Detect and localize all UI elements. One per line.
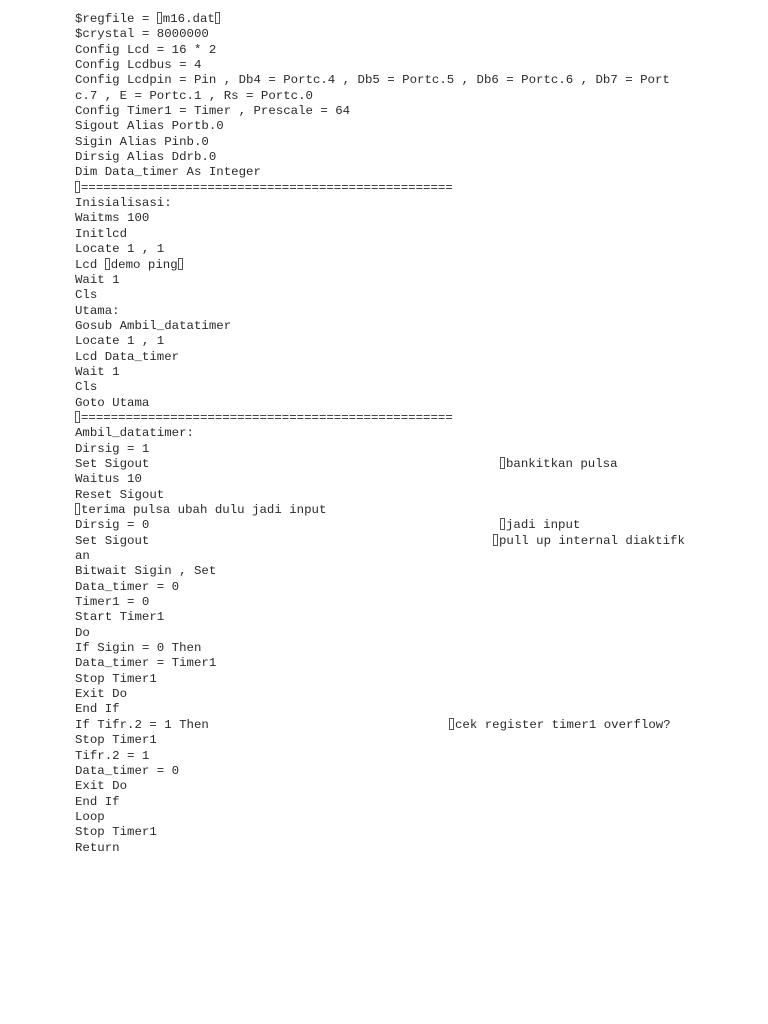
code-text: Inisialisasi: <box>75 196 172 211</box>
code-line <box>75 534 715 549</box>
code-text: Config Lcd = 16 * 2 <box>75 42 217 57</box>
missing-glyph-box <box>105 258 110 270</box>
comment-text: bankitkan pulsa <box>506 456 618 471</box>
code-text: Locate 1 , 1 <box>75 334 165 349</box>
code-text: Sigout Alias Portb.0 <box>75 119 224 134</box>
code-text: Sigin Alias Pinb.0 <box>75 134 209 149</box>
code-text: Goto Utama <box>75 395 150 410</box>
code-line <box>75 227 715 242</box>
code-line <box>75 841 715 856</box>
code-text: Set Sigout <box>75 533 150 548</box>
missing-glyph-box <box>493 534 498 546</box>
code-line <box>75 350 715 365</box>
code-text: Waitus 10 <box>75 472 142 487</box>
code-text: Locate 1 , 1 <box>75 242 165 257</box>
code-text: c.7 , E = Portc.1 , Rs = Portc.0 <box>75 88 313 103</box>
code-line <box>75 165 715 180</box>
code-text: Config Timer1 = Timer , Prescale = 64 <box>75 104 351 119</box>
inline-comment <box>500 457 618 472</box>
code-text: Dirsig = 1 <box>75 441 150 456</box>
code-text: Cls <box>75 380 98 395</box>
code-line <box>75 365 715 380</box>
code-text: an <box>75 549 90 564</box>
code-line <box>75 672 715 687</box>
missing-glyph-box <box>75 181 80 193</box>
code-text: Wait 1 <box>75 364 120 379</box>
comment-text: cek register timer1 overflow? <box>455 717 671 732</box>
code-line <box>75 810 715 825</box>
code-line <box>75 610 715 625</box>
missing-glyph-box <box>449 718 454 730</box>
code-line <box>75 258 715 273</box>
code-line <box>75 687 715 702</box>
code-line <box>75 288 715 303</box>
code-line <box>75 104 715 119</box>
code-line <box>75 656 715 671</box>
code-text: Loop <box>75 809 105 824</box>
code-line <box>75 12 715 27</box>
code-text: If Sigin = 0 Then <box>75 641 202 656</box>
code-text: Start Timer1 <box>75 610 165 625</box>
code-text: Lcd <box>75 257 105 272</box>
code-line <box>75 89 715 104</box>
code-text: Waitms 100 <box>75 211 150 226</box>
code-line <box>75 626 715 641</box>
inline-comment <box>500 518 580 533</box>
code-line <box>75 718 715 733</box>
code-text: $crystal = 8000000 <box>75 27 209 42</box>
code-line <box>75 779 715 794</box>
code-line <box>75 795 715 810</box>
code-text: Lcd Data_timer <box>75 349 180 364</box>
code-text: Dirsig Alias Ddrb.0 <box>75 150 217 165</box>
code-line <box>75 58 715 73</box>
missing-glyph-box <box>157 12 162 24</box>
code-line <box>75 242 715 257</box>
missing-glyph-box <box>75 503 80 515</box>
code-text: Cls <box>75 288 98 303</box>
code-line <box>75 564 715 579</box>
string-literal: m16.dat <box>162 12 215 26</box>
code-text: $regfile = <box>75 12 157 26</box>
code-line <box>75 749 715 764</box>
missing-glyph-box <box>215 12 220 24</box>
code-text: Initlcd <box>75 226 128 241</box>
separator-line: ================================================== <box>81 410 453 425</box>
code-line <box>75 580 715 595</box>
code-line <box>75 73 715 88</box>
code-line <box>75 380 715 395</box>
code-line <box>75 549 715 564</box>
code-text: Tifr.2 = 1 <box>75 748 150 763</box>
code-line <box>75 733 715 748</box>
code-text: Timer1 = 0 <box>75 595 150 610</box>
code-line <box>75 150 715 165</box>
code-line <box>75 334 715 349</box>
code-line <box>75 641 715 656</box>
missing-glyph-box <box>500 518 505 530</box>
code-text: Wait 1 <box>75 272 120 287</box>
code-text: If Tifr.2 = 1 Then <box>75 717 209 732</box>
code-text: Exit Do <box>75 779 128 794</box>
code-line <box>75 119 715 134</box>
code-text: Stop Timer1 <box>75 733 157 748</box>
code-text: Bitwait Sigin , Set <box>75 564 217 579</box>
code-comment: terima pulsa ubah dulu jadi input <box>81 503 327 517</box>
code-line <box>75 211 715 226</box>
code-text: Dirsig = 0 <box>75 518 150 533</box>
inline-comment <box>449 718 671 733</box>
code-text: Exit Do <box>75 687 128 702</box>
separator-line: ================================================== <box>81 180 453 195</box>
code-text: Stop Timer1 <box>75 825 157 840</box>
code-text: Ambil_datatimer: <box>75 426 194 441</box>
code-text: Stop Timer1 <box>75 671 157 686</box>
code-text: Data_timer = 0 <box>75 763 180 778</box>
code-line <box>75 27 715 42</box>
code-line <box>75 488 715 503</box>
code-text: Config Lcdpin = Pin , Db4 = Portc.4 , Db5 = Portc.5 , Db6 = Portc.6 , Db7 = Port <box>75 73 670 88</box>
comment-text: pull up internal diaktifk <box>499 533 685 548</box>
missing-glyph-box <box>178 258 183 270</box>
code-text: Utama: <box>75 303 120 318</box>
missing-glyph-box <box>75 411 80 423</box>
code-line <box>75 411 715 426</box>
code-line <box>75 396 715 411</box>
code-text: Do <box>75 625 90 640</box>
code-line <box>75 518 715 533</box>
code-line <box>75 472 715 487</box>
code-text: Data_timer = 0 <box>75 579 180 594</box>
code-line <box>75 319 715 334</box>
comment-text: jadi input <box>506 518 581 533</box>
code-line <box>75 764 715 779</box>
code-line <box>75 825 715 840</box>
missing-glyph-box <box>500 457 505 469</box>
code-listing <box>75 12 715 856</box>
code-text: Gosub Ambil_datatimer <box>75 318 232 333</box>
code-line <box>75 426 715 441</box>
code-line <box>75 135 715 150</box>
code-line <box>75 196 715 211</box>
code-line <box>75 442 715 457</box>
code-text: Dim Data_timer As Integer <box>75 165 261 180</box>
code-text: Set Sigout <box>75 456 150 471</box>
code-line <box>75 503 715 518</box>
code-line <box>75 457 715 472</box>
code-text: Reset Sigout <box>75 487 165 502</box>
code-line <box>75 702 715 717</box>
code-line <box>75 304 715 319</box>
inline-comment <box>493 534 685 549</box>
code-text: Return <box>75 840 120 855</box>
code-line <box>75 273 715 288</box>
string-literal: demo ping <box>110 257 178 272</box>
code-text: Config Lcdbus = 4 <box>75 58 202 73</box>
code-line <box>75 181 715 196</box>
code-text: End If <box>75 794 120 809</box>
code-text: End If <box>75 702 120 717</box>
code-line <box>75 43 715 58</box>
code-line <box>75 595 715 610</box>
code-text: Data_timer = Timer1 <box>75 656 217 671</box>
